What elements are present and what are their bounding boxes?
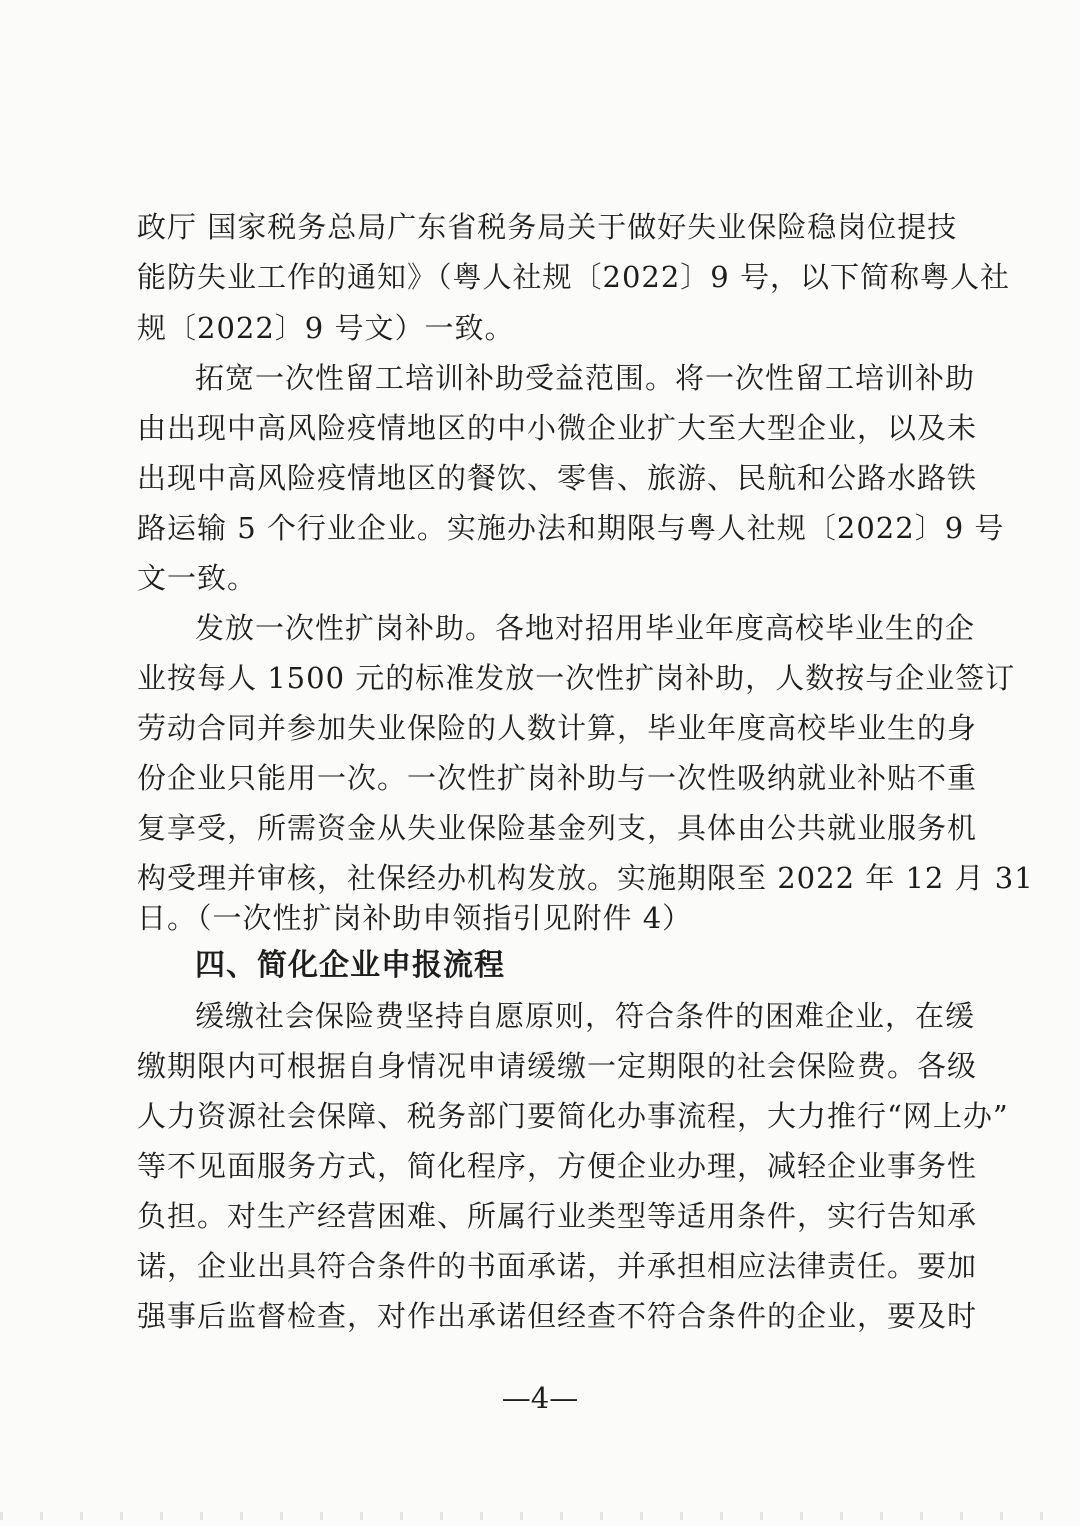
text-line: 缓缴社会保险费坚持自愿原则，符合条件的困难企业，在缓	[195, 999, 976, 1033]
text-line: 强事后监督检查，对作出承诺但经查不符合条件的企业，要及时	[137, 1299, 978, 1333]
text-line: 人力资源社会保障、税务部门要简化办事流程，大力推行“网上办”	[137, 1099, 1009, 1133]
text-line: 复享受，所需资金从失业保险基金列支，具体由公共就业服务机	[137, 811, 978, 845]
section-heading: 四、简化企业申报流程	[195, 948, 505, 983]
text-line: 拓宽一次性留工培训补助受益范围。将一次性留工培训补助	[195, 361, 976, 395]
text-line: 负担。对生产经营困难、所属行业类型等适用条件，实行告知承	[137, 1199, 978, 1233]
scan-edge-dots	[0, 1512, 1080, 1520]
text-line: 发放一次性扩岗补助。各地对招用毕业年度高校毕业生的企	[195, 611, 976, 645]
text-line: 构受理并审核，社保经办机构发放。实施期限至 2022 年 12 月 31	[137, 861, 1034, 895]
text-line: 出现中高风险疫情地区的餐饮、零售、旅游、民航和公路水路铁	[137, 461, 978, 495]
text-line: 份企业只能用一次。一次性扩岗补助与一次性吸纳就业补贴不重	[137, 761, 978, 795]
page-number: —4—	[501, 1381, 579, 1415]
text-line: 日。（一次性扩岗补助申领指引见附件 4）	[137, 901, 693, 935]
text-line: 政厅 国家税务总局广东省税务局关于做好失业保险稳岗位提技	[137, 210, 958, 244]
text-line: 规〔2022〕9 号文）一致。	[137, 311, 515, 345]
text-line: 诺，企业出具符合条件的书面承诺，并承担相应法律责任。要加	[137, 1249, 978, 1283]
text-line: 路运输 5 个行业企业。实施办法和期限与粤人社规〔2022〕9 号	[137, 511, 1005, 545]
text-line: 能防失业工作的通知》（粤人社规〔2022〕9 号，以下简称粤人社	[137, 260, 1010, 294]
text-line: 缴期限内可根据自身情况申请缓缴一定期限的社会保险费。各级	[137, 1049, 978, 1083]
text-line: 由出现中高风险疫情地区的中小微企业扩大至大型企业，以及未	[137, 411, 978, 445]
text-line: 劳动合同并参加失业保险的人数计算，毕业年度高校毕业生的身	[137, 711, 978, 745]
text-line: 文一致。	[137, 561, 258, 595]
text-line: 等不见面服务方式，简化程序，方便企业办理，减轻企业事务性	[137, 1149, 978, 1183]
text-line: 业按每人 1500 元的标准发放一次性扩岗补助，人数按与企业签订	[137, 661, 1016, 695]
